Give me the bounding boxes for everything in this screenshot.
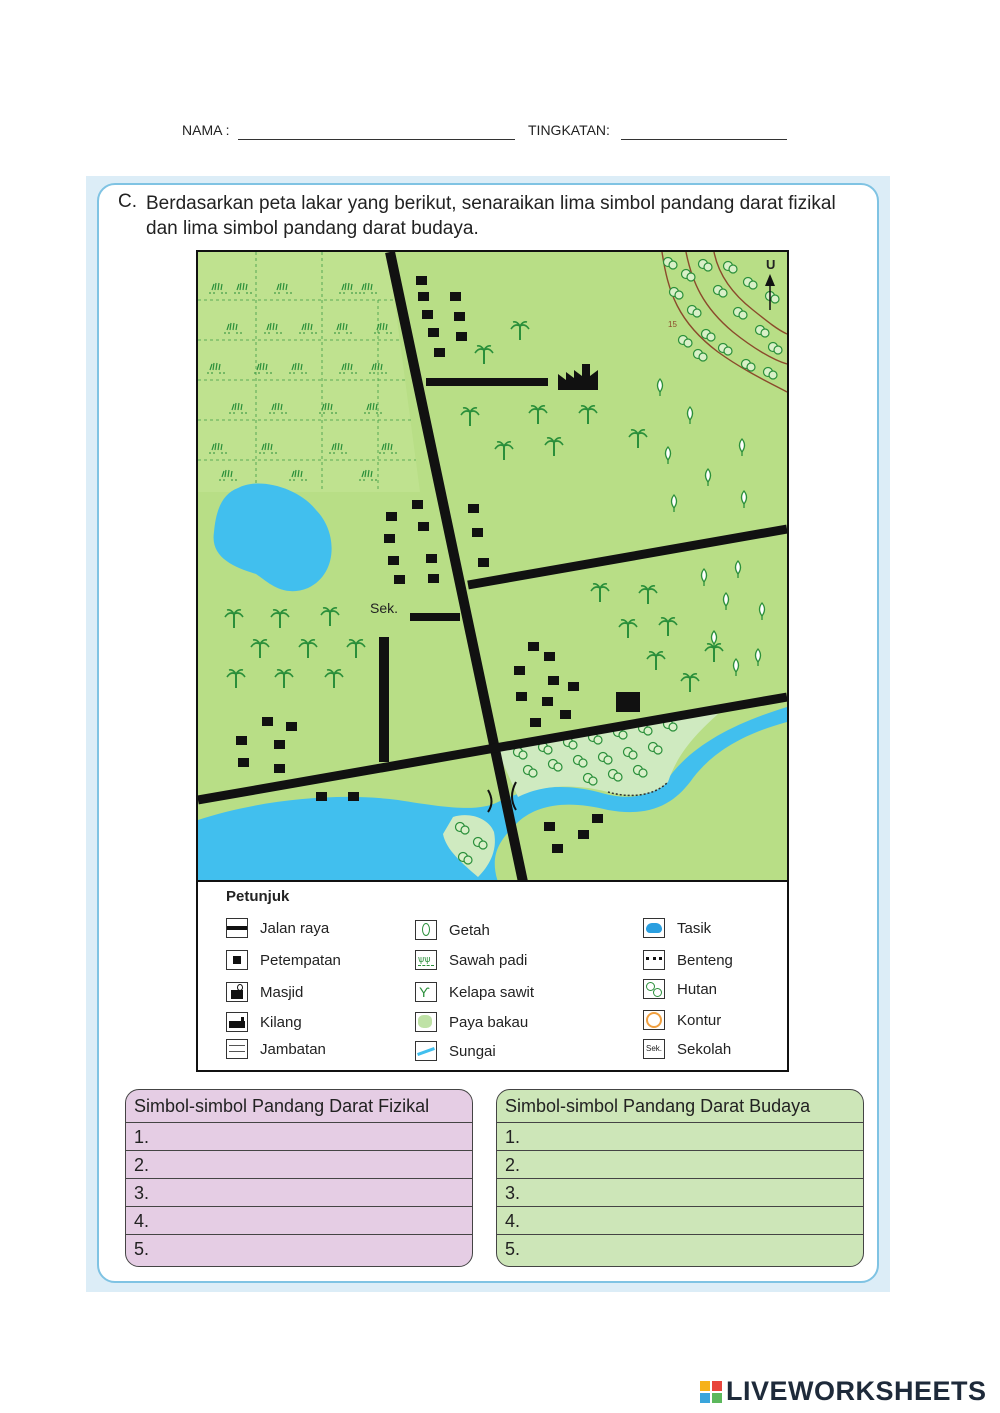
name-field[interactable] [238, 139, 515, 140]
answer-row[interactable]: 1. [497, 1123, 863, 1151]
legend-label: Sawah padi [449, 951, 528, 969]
answer-row[interactable]: 4. [126, 1207, 472, 1235]
answer-row[interactable]: 5. [505, 1239, 521, 1259]
map-legend [196, 882, 789, 1072]
answer-row[interactable]: 1. [126, 1123, 472, 1151]
paddy-field-area [198, 252, 420, 492]
legend-item [415, 1012, 528, 1032]
cultural-landscape-answer-box [496, 1089, 864, 1267]
legend-item [643, 979, 717, 999]
lake [214, 484, 332, 592]
river-icon [415, 1041, 437, 1061]
legend-label: Kelapa sawit [449, 983, 535, 1001]
question-text: Berdasarkan peta lakar yang berikut, senaraikan lima simbol pandang darat fizikal dan lima simbol pandang darat budaya. [146, 193, 836, 239]
legend-label: Jambatan [260, 1040, 326, 1058]
legend-label: Petempatan [260, 951, 341, 969]
north-arrow-icon [765, 274, 775, 310]
answer-row[interactable]: 3. [126, 1179, 472, 1207]
legend-label: Hutan [677, 980, 718, 998]
cultural-box-title: Simbol-simbol Pandang Darat Budaya [497, 1090, 863, 1123]
legend-item [226, 1039, 326, 1059]
answer-row[interactable]: 2. [126, 1151, 472, 1179]
school-label: Sek. [370, 600, 399, 616]
legend-title: Petunjuk [226, 888, 290, 905]
legend-item [226, 1012, 302, 1032]
legend-item [415, 920, 490, 940]
mosque [616, 680, 640, 712]
class-label: TINGKATAN: [528, 122, 610, 138]
factory [558, 364, 598, 390]
physical-landscape-answer-box [125, 1089, 473, 1267]
name-label: NAMA : [182, 122, 230, 138]
legend-item [415, 1041, 496, 1061]
brand-text: LIVEWORKSHEETS [726, 1376, 987, 1406]
legend-item [643, 1010, 721, 1030]
north-label: U [766, 257, 776, 272]
class-field[interactable] [621, 139, 787, 140]
school-icon: Sek. [643, 1039, 665, 1059]
legend-item [226, 950, 341, 970]
paddy-field-icon: ѱѱ [415, 950, 437, 970]
embankment-icon [643, 950, 665, 970]
physical-box-title: Simbol-simbol Pandang Darat Fizikal [126, 1090, 472, 1123]
rubber-trees [658, 379, 765, 676]
answer-row[interactable]: 5. [134, 1239, 150, 1259]
legend-label: Sekolah [677, 1040, 732, 1058]
legend-label: Jalan raya [260, 919, 330, 937]
legend-item [643, 1039, 731, 1059]
legend-label: Kilang [260, 1013, 302, 1031]
legend-item [415, 982, 534, 1002]
legend-item [226, 982, 303, 1002]
legend-label: Tasik [677, 919, 712, 937]
mangrove-icon [415, 1012, 437, 1032]
factory-icon [226, 1012, 248, 1032]
legend-label: Masjid [260, 983, 304, 1001]
lake-icon [643, 918, 665, 938]
legend-label: Getah [449, 921, 490, 939]
legend-label: Paya bakau [449, 1013, 529, 1031]
liveworksheets-logo [700, 1376, 987, 1407]
answer-row[interactable]: 2. [497, 1151, 863, 1179]
answer-row[interactable]: 3. [497, 1179, 863, 1207]
answer-row[interactable]: 4. [497, 1207, 863, 1235]
rubber-tree-icon [415, 920, 437, 940]
contour-label: 15 [668, 320, 677, 329]
forest-area [662, 252, 787, 392]
legend-item [226, 918, 329, 938]
mosque-icon [226, 982, 248, 1002]
liveworksheets-logo-icon [700, 1381, 722, 1403]
legend-label: Kontur [677, 1011, 722, 1029]
settlement-icon [226, 950, 248, 970]
oil-palm-icon: ϒ [415, 982, 437, 1002]
question-number: C. [118, 191, 137, 212]
bridge-icon [226, 1039, 248, 1059]
legend-item [415, 950, 527, 970]
forest-icon [643, 979, 665, 999]
sketch-map [196, 250, 789, 882]
legend-item [643, 950, 733, 970]
contour-icon [643, 1010, 665, 1030]
legend-item [643, 918, 711, 938]
legend-label: Sungai [449, 1042, 496, 1060]
road-icon [226, 918, 248, 938]
legend-label: Benteng [677, 951, 733, 969]
